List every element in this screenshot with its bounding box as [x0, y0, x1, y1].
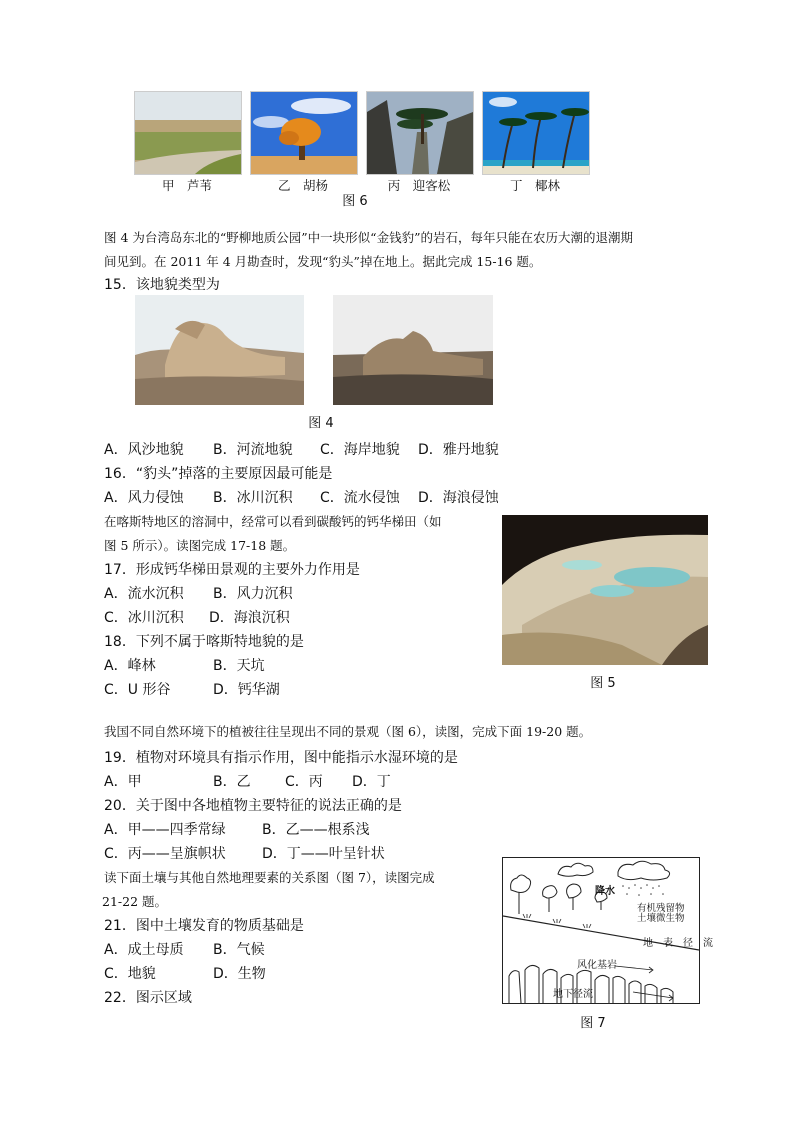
fig6-caption-ding: 丁 椰林 — [509, 178, 560, 193]
question-21-stem: 21．图中土壤发育的物质基础是 — [104, 918, 304, 934]
travertine-terrace-photo — [502, 515, 708, 665]
question-21-option-c[interactable]: C．地貌 — [104, 966, 156, 982]
intro-15-16-line1: 图 4 为台湾岛东北的“野柳地质公园”中一块形似“金钱豹”的岩石，每年只能在农历大潮的退潮期 — [104, 230, 633, 245]
question-16-stem: 16．“豹头”掉落的主要原因最可能是 — [104, 466, 333, 482]
question-19-option-a[interactable]: A．甲 — [104, 774, 142, 790]
question-18-stem: 18．下列不属于喀斯特地貌的是 — [104, 634, 304, 650]
question-21-option-b[interactable]: B．气候 — [213, 942, 265, 958]
intro-17-18-line1: 在喀斯特地区的溶洞中，经常可以看到碳酸钙的钙华梯田（如 — [104, 514, 442, 529]
fig6-caption-yi: 乙 胡杨 — [277, 178, 328, 193]
question-22-stem: 22．图示区域 — [104, 990, 192, 1006]
question-15-option-a[interactable]: A．风沙地貌 — [104, 442, 184, 458]
question-18-option-b[interactable]: B．天坑 — [213, 658, 265, 674]
label-organic-residue: 有机残留物 — [637, 903, 685, 914]
fig6-caption-jia: 甲 芦苇 — [161, 178, 212, 193]
question-19-option-b[interactable]: B．乙 — [213, 774, 251, 790]
question-15-option-c[interactable]: C．海岸地貌 — [320, 442, 400, 458]
fig6-title: 图 6 — [342, 194, 368, 209]
fig4-title: 图 4 — [308, 416, 334, 431]
figure-7-diagram — [502, 857, 713, 1004]
coconut-photo — [482, 91, 590, 175]
fig6-caption-bing: 丙 迎客松 — [387, 178, 451, 193]
intro-19-20: 我国不同自然环境下的植被往往呈现出不同的景观（图 6），读图，完成下面 19-20 题。 — [104, 724, 592, 739]
question-17-option-d[interactable]: D．海浪沉积 — [209, 610, 290, 626]
question-16-option-a[interactable]: A．风力侵蚀 — [104, 490, 184, 506]
fig5-title: 图 5 — [590, 676, 616, 691]
intro-15-16-line2: 间见到。在 2011 年 4 月勘查时，发现“豹头”掉在地上。据此完成 15-16 题。 — [104, 254, 542, 269]
intro-17-18 — [104, 510, 494, 558]
question-20-option-d[interactable]: D．丁——叶呈针状 — [262, 846, 385, 862]
intro-17-18-line2: 图 5 所示）。读图完成 17-18 题。 — [104, 538, 296, 553]
question-16-option-b[interactable]: B．冰川沉积 — [213, 490, 293, 506]
intro-21-22-line2: 21-22 题。 — [102, 894, 168, 909]
label-rain: 降水 — [595, 886, 615, 897]
question-16-option-c[interactable]: C．流水侵蚀 — [320, 490, 400, 506]
question-20-option-a[interactable]: A．甲——四季常绿 — [104, 822, 226, 838]
question-20-stem: 20．关于图中各地植物主要特征的说法正确的是 — [104, 798, 402, 814]
question-17-stem: 17．形成钙华梯田景观的主要外力作用是 — [104, 562, 360, 578]
question-17-option-a[interactable]: A．流水沉积 — [104, 586, 184, 602]
question-19-option-d[interactable]: D．丁 — [352, 774, 391, 790]
question-15-option-d[interactable]: D．雅丹地貌 — [418, 442, 499, 458]
leopard-rock-photo-2 — [333, 295, 493, 405]
question-19-option-c[interactable]: C．丙 — [285, 774, 323, 790]
question-21-option-a[interactable]: A．成土母质 — [104, 942, 184, 958]
intro-21-22 — [104, 866, 484, 914]
question-16-option-d[interactable]: D．海浪侵蚀 — [418, 490, 499, 506]
question-15-stem: 15．该地貌类型为 — [104, 277, 220, 293]
question-17-option-c[interactable]: C．冰川沉积 — [104, 610, 184, 626]
label-surface-runoff: 地 表 径 流 — [643, 938, 713, 949]
pine-photo — [366, 91, 474, 175]
populus-photo — [250, 91, 358, 175]
intro-21-22-line1: 读下面土壤与其他自然地理要素的关系图（图 7），读图完成 — [104, 870, 435, 885]
fig7-title: 图 7 — [580, 1016, 606, 1031]
label-weathered-bedrock: 风化基岩 — [577, 960, 617, 971]
question-15-option-b[interactable]: B．河流地貌 — [213, 442, 293, 458]
question-20-option-c[interactable]: C．丙——呈旗帜状 — [104, 846, 226, 862]
question-18-option-a[interactable]: A．峰林 — [104, 658, 156, 674]
question-20-option-b[interactable]: B．乙——根系浅 — [262, 822, 370, 838]
label-soil-microbe: 土壤微生物 — [637, 913, 685, 924]
question-19-stem: 19．植物对环境具有指示作用，图中能指示水湿环境的是 — [104, 750, 458, 766]
question-17-option-b[interactable]: B．风力沉积 — [213, 586, 293, 602]
question-21-option-d[interactable]: D．生物 — [213, 966, 266, 982]
question-18-option-c[interactable]: C．U 形谷 — [104, 682, 171, 698]
label-groundwater-runoff: 地下径流 — [553, 989, 593, 1000]
intro-15-16 — [104, 226, 724, 274]
leopard-rock-photo-1 — [135, 295, 304, 405]
reed-photo — [134, 91, 242, 175]
question-18-option-d[interactable]: D．钙华湖 — [213, 682, 280, 698]
